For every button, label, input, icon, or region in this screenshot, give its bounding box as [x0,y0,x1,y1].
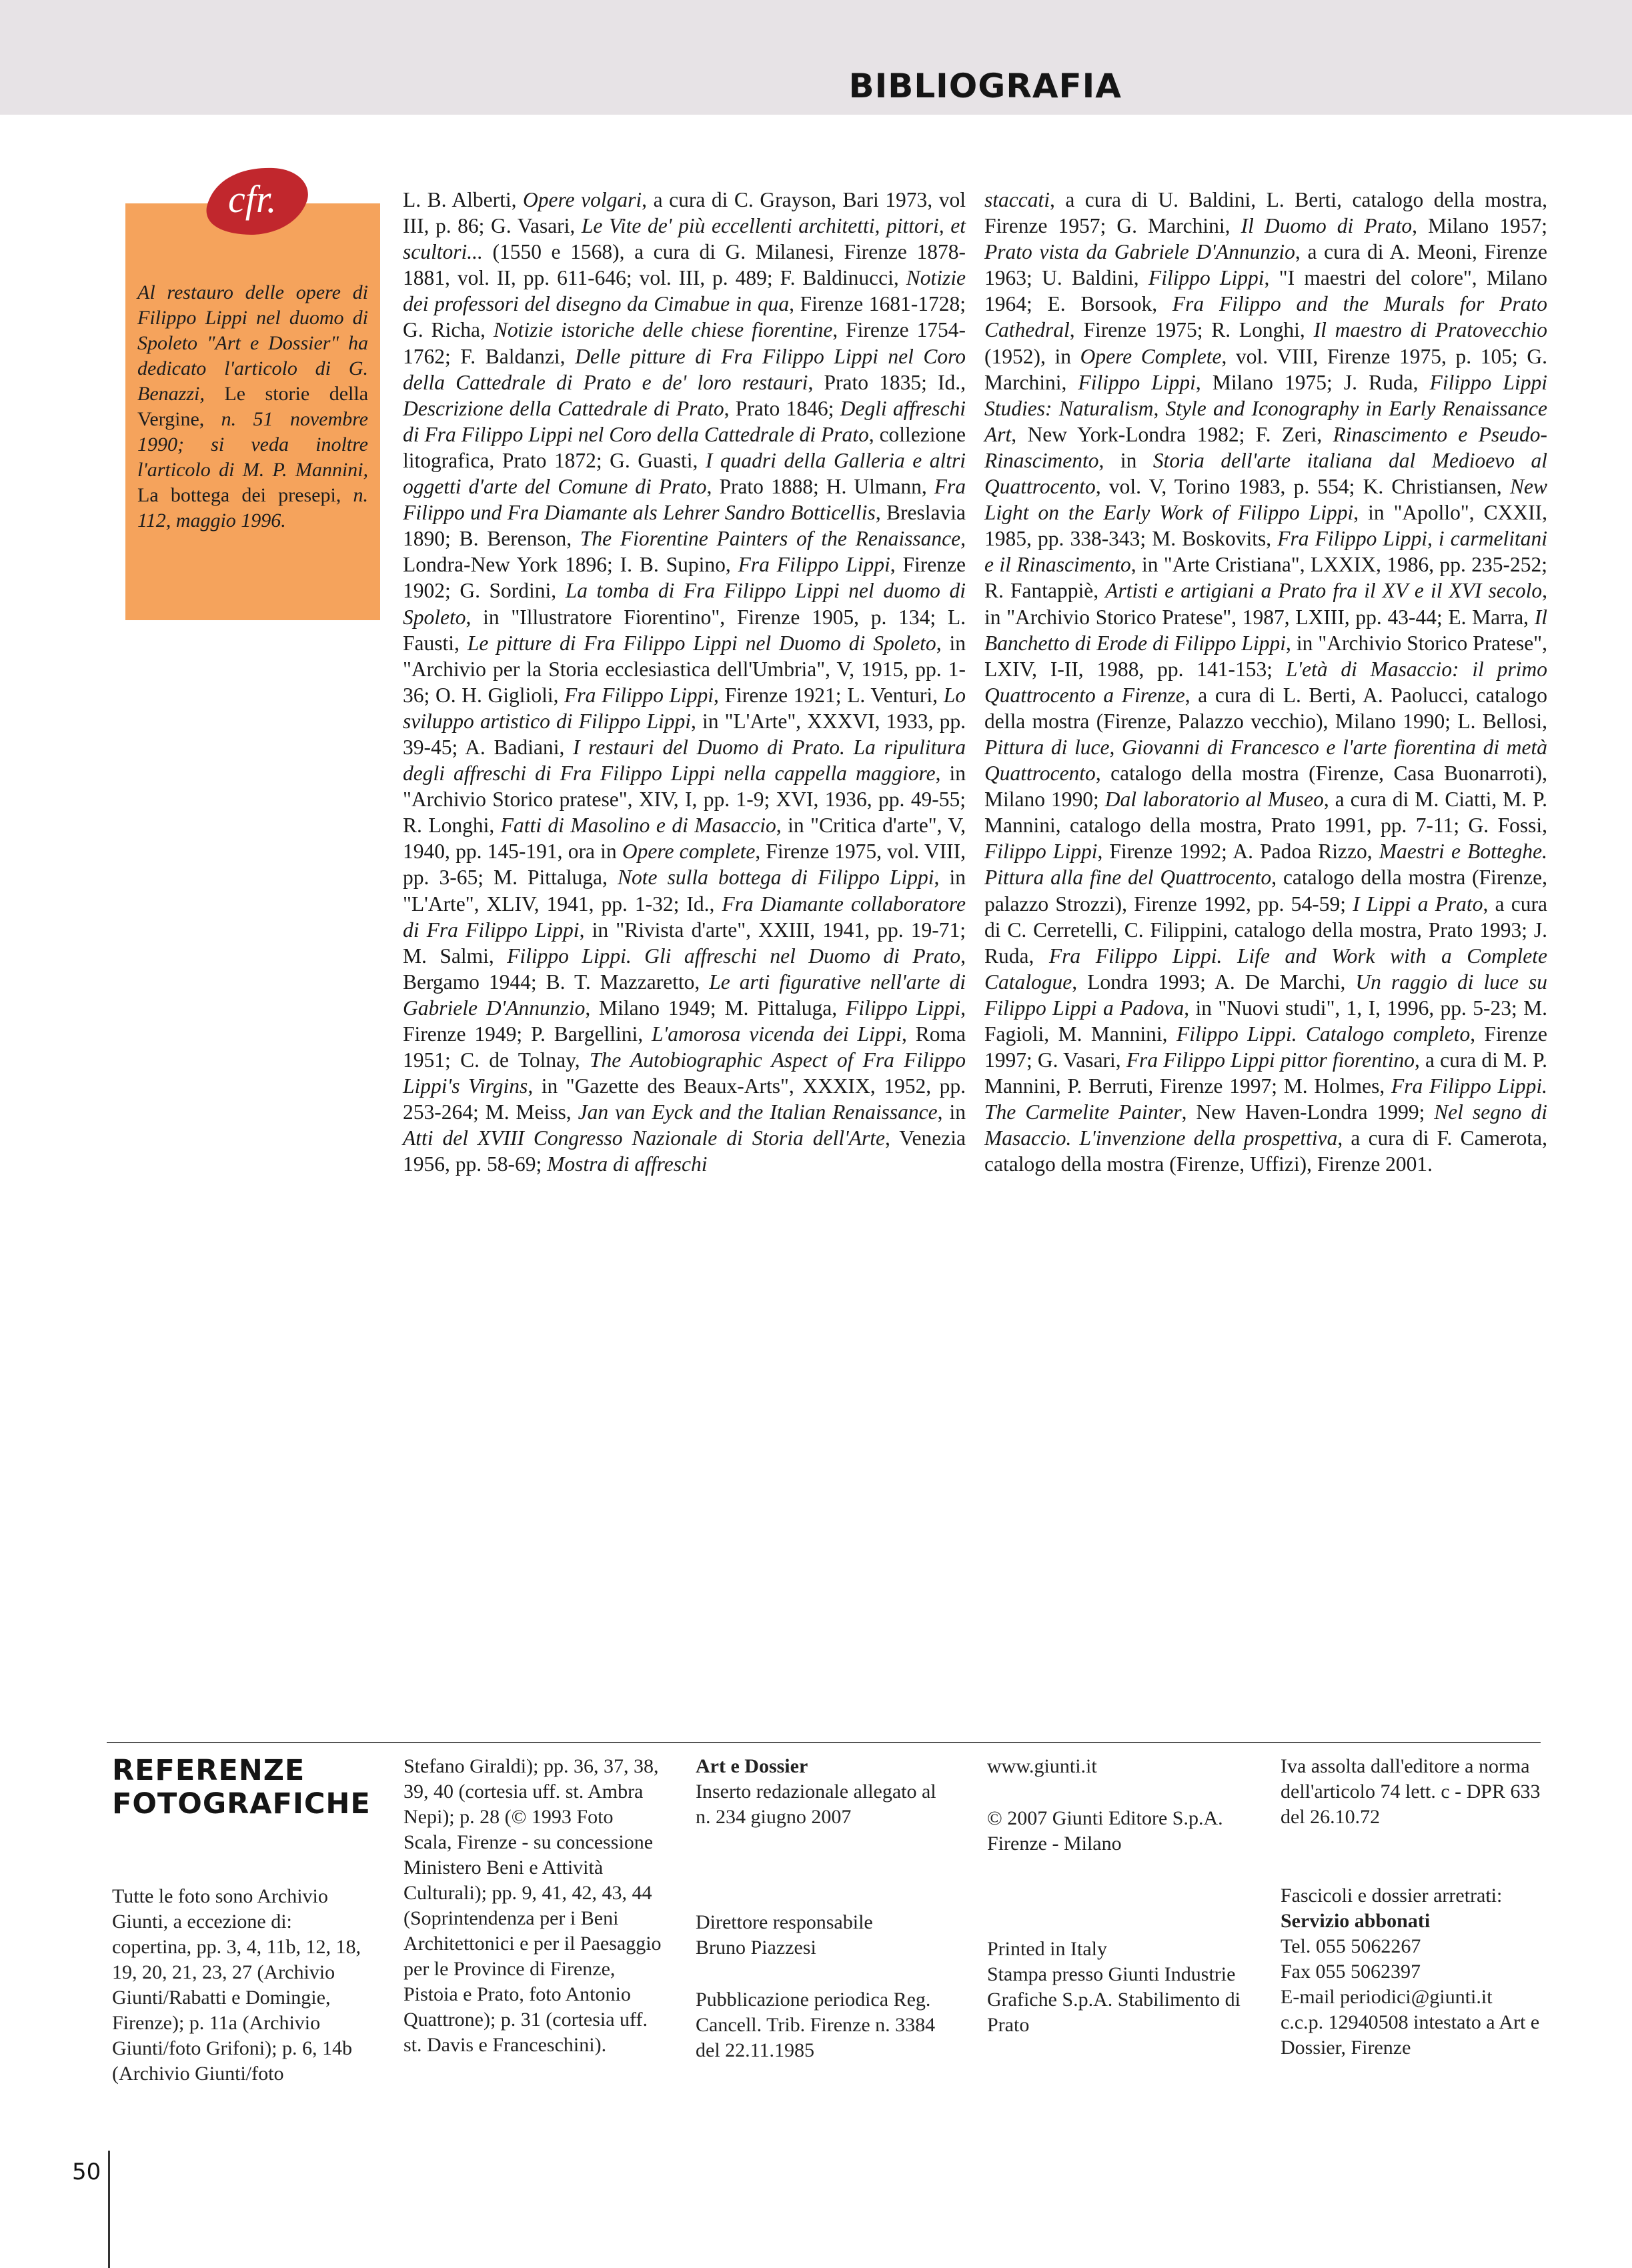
bibliography-text: , in "Arte Cristiana", LXXIX, 1986, pp. 235-252; R. Fantappiè, [984,553,1548,603]
bibliography-title: I quadri della Galleria e altri oggetti d'arte del Comune di Prato [403,448,966,499]
bibliography-text: , a cura di M. Ciatti, M. P. Mannini, catalogo della mostra, Prato 1991, pp. 7-11; G. Fossi, [984,788,1548,838]
bibliography-title: Opere volgari [523,188,642,211]
bibliography-text: , catalogo della mostra (Firenze, Casa Buonarroti), Milano 1990; [984,762,1547,812]
bibliography-column-1 [403,187,966,1178]
postal-account: c.c.p. 12940508 intestato a Art e Dossier, Firenze [1281,2011,1540,2059]
bibliography-text: , in "L'Arte", XXXVI, 1933, pp. 39-45; A. Badiani, [403,709,966,759]
bibliography-title: Le pitture di Fra Filippo Lippi nel Duomo di Spoleto [467,631,936,655]
bibliography-title: Filippo Lippi [1078,370,1196,394]
bibliography-text: , Firenze 1902; G. Sordini, [403,553,966,603]
page-number: 50 [72,2159,101,2185]
bibliography-text: , Londra 1993; A. De Marchi, [1072,970,1356,994]
bibliography-title: Fra Filippo Lippi pittor fiorentino [1126,1048,1415,1072]
bibliography-text: , vol. V, Torino 1983, p. 554; K. Christiansen, [1095,475,1510,499]
bibliography-text: , in "Archivio Storico Pratese", LXIV, I-II, 1988, pp. 141-153; [984,631,1547,681]
bibliography-text: , Prato 1888; H. Ulmann, [706,475,934,499]
bibliography-text: , in "Critica d'arte", V, 1940, pp. 145-191, ora in [403,814,966,864]
bibliography-text: , Firenze 1992; A. Padoa Rizzo, [1097,840,1379,864]
bibliography-title: Delle pitture di Fra Filippo Lippi nel Coro della Cattedrale di Prato e de' loro restauri [403,344,966,394]
bibliography-text: , in [937,1100,966,1124]
bibliography-title: Filippo Lippi Studies: Naturalism, Style and Iconography in Early Renaissance Art [984,370,1547,446]
bibliography-text: , "I maestri del colore", Milano 1964; E. Borsook, [984,266,1547,316]
bibliography-title: Opere Complete [1080,344,1222,368]
bibliography-text: , in [1098,448,1153,472]
bibliography-title: Filippo Lippi. Gli affreschi nel Duomo di Prato [507,944,961,968]
bibliography-text: , a cura di L. Berti, A. Paolucci, catalogo della mostra (Firenze, Palazzo vecchio), Milano 1990; L. Bellosi, [984,683,1547,733]
bibliography-title: Pittura di luce, Giovanni di Francesco e l'arte fiorentina di metà Quattrocento [984,735,1547,786]
bibliography-title: Fra Filippo und Fra Diamante als Lehrer Sandro Botticellis [403,475,966,525]
bibliography-title: Le arti figurative nell'arte di Gabriele D'Annunzio [403,970,966,1020]
bibliography-text: (1952), in [984,344,1080,368]
bibliography-title: I Lippi a Prato [1353,892,1483,916]
bibliography-title: staccati [984,188,1050,211]
bibliography-text: , a cura di C. Grayson, Bari 1973, vol III, p. 86; G. Vasari, [403,188,966,238]
vat-info: Iva assolta dall'editore a norma dell'articolo 74 lett. c - DPR 633 del 26.10.72 [1281,1755,1541,1828]
bibliography-text: , vol. VIII, Firenze 1975, p. 105; G. Marchini, [984,344,1547,394]
cfr-note [137,280,368,533]
cfr-note-part: Al restauro delle opere di Filippo Lippi nel duomo di Spoleto "Art e Dossier" ha dedicato l'articolo di G. Benazzi, [137,281,368,405]
director-name: Bruno Piazzesi [696,1937,816,1959]
bibliography-title: L'amorosa vicenda dei Lippi [651,1022,902,1046]
bibliography-text: , Venezia 1956, pp. 58-69; [403,1126,966,1176]
bibliography-title: Prato vista da Gabriele D'Annunzio [984,240,1295,264]
bibliography-title: The Autobiographic Aspect of Fra Filippo Lippi's Virgins [403,1048,966,1098]
bibliography-title: L'età di Masaccio: il primo Quattrocento a Firenze [984,657,1547,707]
bibliography-text: , New York-Londra 1982; F. Zeri, [1011,422,1333,446]
bibliography-title: Filippo Lippi [1148,266,1265,290]
printer-info: Stampa presso Giunti Industrie Grafiche S.p.A. Stabilimento di Prato [987,1963,1241,2036]
magazine-title: Art e Dossier [696,1755,808,1777]
cfr-brush-badge [200,160,313,240]
bibliography-title: Storia dell'arte italiana dal Medioevo al Quattrocento [984,448,1547,499]
bibliography-text: , a cura di M. P. Mannini, P. Berruti, Firenze 1997; M. Holmes, [984,1048,1547,1098]
printed-in: Printed in Italy [987,1938,1107,1960]
bibliography-title: Note sulla bottega di Filippo Lippi [618,866,934,890]
page-number-rule [108,2151,110,2268]
website-link[interactable]: www.giunti.it [987,1755,1097,1777]
email-contact[interactable]: E-mail periodici@giunti.it [1281,1986,1493,2008]
bibliography-title: Fra Filippo Lippi. The Carmelite Painter [984,1074,1547,1124]
bibliography-title: Fatti di Masolino e di Masaccio [500,814,776,838]
bibliography-column-2 [984,187,1547,1178]
director-label: Direttore responsabile [696,1911,873,1933]
bibliography-text: , a cura di F. Camerota, catalogo della mostra (Firenze, Uffizi), Firenze 2001. [984,1126,1547,1176]
bibliography-title: Jan van Eyck and the Italian Renaissance [578,1100,938,1124]
bibliography-text: , Londra-New York 1896; I. B. Supino, [403,527,966,577]
bibliography-text: , collezione litografica, Prato 1872; G. Guasti, [403,422,966,472]
bibliography-title: Fra Filippo Lippi [564,683,714,707]
bibliography-title: Atti del XVIII Congresso Nazionale di Storia dell'Arte [403,1126,885,1150]
bibliography-text: , in "Archivio Storico Pratese", 1987, LXIII, pp. 43-44; E. Marra, [984,579,1547,629]
bibliography-text: , in "L'Arte", XLIV, 1941, pp. 1-32; Id., [403,866,966,916]
bibliography-text: , Breslavia 1890; B. Berenson, [403,501,966,551]
bibliography-text: (1550 e 1568), a cura di G. Milanesi, Firenze 1878-1881, vol. II, pp. 611-646; vol. III, p. 489; F. Baldinucci, [403,240,966,290]
colophon-publisher [987,1754,1241,2038]
bibliography-text: , in "Archivio per la Storia ecclesiastica dell'Umbria", V, 1915, pp. 1-36; O. H. Giglioli, [403,631,966,707]
header-bar [0,0,1632,115]
registration-info: Pubblicazione periodica Reg. Cancell. Trib. Firenze n. 3384 del 22.11.1985 [696,1989,936,2061]
cfr-note-part: n. 112, maggio 1996. [137,484,368,531]
bibliography-text: , Milano 1975; J. Ruda, [1195,370,1430,394]
bibliography-text: , in "Gazette des Beaux-Arts", XXXIX, 1952, pp. 253-264; M. Meiss, [403,1074,966,1124]
bibliography-title: The Fiorentine Painters of the Renaissance [580,527,961,551]
subscriber-service-label: Servizio abbonati [1281,1910,1431,1932]
back-issues-label: Fascicoli e dossier arretrati: [1281,1885,1503,1907]
bibliography-text: , Prato 1846; [724,396,840,420]
bibliography-text: , a cura di A. Meoni, Firenze 1963; U. Baldini, [984,240,1547,290]
colophon-subscriptions [1281,1754,1561,2061]
bibliography-title: Descrizione della Cattedrale di Prato [403,396,724,420]
cfr-note-part: n. 51 novembre 1990; si veda inoltre l'articolo di M. P. Mannini, [137,408,368,481]
bibliography-text: , in "Rivista d'arte", XXIII, 1941, pp. 19-71; M. Salmi, [403,918,966,968]
bibliography-text: , catalogo della mostra (Firenze, palazzo Strozzi), Firenze 1992, pp. 54-59; [984,866,1547,916]
bibliography-title: Filippo Lippi [984,840,1098,864]
bibliography-title: Filippo Lippi [845,996,961,1020]
bibliography-title: Artisti e artigiani a Prato fra il XV e il XVI secolo [1105,579,1543,603]
bibliography-text: , New Haven-Londra 1999; [1181,1100,1435,1124]
bibliography-text: , a cura di C. Cerretelli, C. Filippini, catalogo della mostra, Prato 1993; J. Ruda, [984,892,1548,968]
bibliography-text: , Prato 1835; Id., [808,370,966,394]
bibliography-title: Opere complete [622,840,756,864]
copyright-info: © 2007 Giunti Editore S.p.A. Firenze - Milano [987,1807,1223,1855]
bibliography-text: , in "Nuovi studi", 1, I, 1996, pp. 5-23; M. Fagioli, M. Mannini, [984,996,1547,1046]
bibliography-title: Il Duomo di Prato [1241,214,1413,238]
footer-divider [107,1742,1541,1743]
photo-credits-part-1: Tutte le foto sono Archivio Giunti, a eccezione di: copertina, pp. 3, 4, 11b, 12, 18, 19, 20, 21, 23, 27 (Archivio Giunti/Rabatti e Domingie, Firenze); p. 11a (Archivio Giunti/foto Grifoni); p. 6, 14b (Archivio Giunti/foto [112,1885,361,2085]
bibliography-title: Notizie dei professori del disegno da Cimabue in qua [403,266,966,316]
bibliography-title: Il maestro di Pratovecchio [1313,318,1547,342]
bibliography-text: , Firenze 1921; L. Venturi, [714,683,944,707]
cfr-note-part: La bottega dei presepi, [137,484,341,506]
bibliography-text: , Milano 1957; [1412,214,1547,238]
bibliography-text: , Firenze 1975; R. Longhi, [1069,318,1314,342]
fax-number: Fax 055 5062397 [1281,1961,1421,1983]
bibliography-title: Rinascimento e Pseudo-Rinascimento [984,422,1547,472]
bibliography-title: I restauri del Duomo di Prato. La ripulitura degli affreschi di Fra Filippo Lippi nella cappella maggiore [403,735,966,786]
bibliography-text: , Firenze 1681-1728; G. Richa, [403,292,966,342]
bibliography-title: Fra Filippo Lippi, i carmelitani e il Rinascimento [984,527,1547,577]
bibliography-title: Mostra di affreschi [547,1152,708,1176]
colophon-magazine [696,1754,949,2063]
bibliography-title: Fra Diamante collaboratore di Fra Filippo Lippi [403,892,966,942]
cfr-label: cfr. [228,177,277,221]
phone-number: Tel. 055 5062267 [1281,1935,1421,1957]
bibliography-title: Il Banchetto di Erode di Filippo Lippi [984,605,1547,655]
photo-credits-title [112,1754,371,1821]
bibliography-text: , Firenze 1997; G. Vasari, [984,1022,1547,1072]
photo-credits-title-line: REFERENZE [112,1754,305,1787]
bibliography-text: , a cura di U. Baldini, L. Berti, catalogo della mostra, Firenze 1957; G. Marchini, [984,188,1547,238]
photo-credits-part-2: Stefano Giraldi); pp. 36, 37, 38, 39, 40 (cortesia uff. st. Ambra Nepi); p. 28 (© 1993 Foto Scala, Firenze - su concessione Ministero Beni e Attività Culturali); pp. 9, 41, 42, 43, 44 (Soprintendenza per i Beni Architettonici e per il Paesaggio per le Province di Firenze, Pistoia e Prato, foto Antonio Quattrone); p. 31 (cortesia uff. st. Davis e Franceschini). [403,1755,662,2056]
bibliography-title: Fra Filippo Lippi. Life and Work with a Complete Catalogue [984,944,1547,994]
bibliography-text: , Milano 1949; M. Pittaluga, [585,996,846,1020]
bibliography-text: L. B. Alberti, [403,188,524,211]
bibliography-text: , Firenze 1975, vol. VIII, pp. 3-65; M. Pittaluga, [403,840,966,890]
bibliography-text: , in "Archivio Storico pratese", XIV, I, pp. 1-9; XVI, 1936, pp. 49-55; R. Longhi, [403,762,966,838]
bibliography-title: Degli affreschi di Fra Filippo Lippi nel Coro della Cattedrale di Prato [403,396,966,446]
bibliography-title: Fra Filippo and the Murals for Prato Cathedral [984,292,1547,342]
bibliography-title: Maestri e Botteghe. Pittura alla fine del Quattrocento [984,840,1547,890]
bibliography-text: , in "Illustratore Fiorentino", Firenze 1905, p. 134; L. Fausti, [403,605,966,655]
cfr-note-part: Le storie della Vergine, [137,383,369,430]
photo-credits-title-line: FOTOGRAFICHE [112,1787,371,1821]
bibliography-title: Le Vite de' più eccellenti architetti, pittori, et scultori... [403,214,966,264]
bibliography-title: La tomba di Fra Filippo Lippi nel duomo di Spoleto [403,579,966,629]
bibliography-text: , in "Apollo", CXXII, 1985, pp. 338-343; M. Boskovits, [984,501,1547,551]
bibliography-text: , Firenze 1754-1762; F. Baldanzi, [403,318,966,368]
bibliography-text: , Firenze 1949; P. Bargellini, [403,996,966,1046]
bibliography-title: Notizie istoriche delle chiese fiorentine [493,318,833,342]
bibliography-title: Nel segno di Masaccio. L'invenzione della prospettiva [984,1100,1547,1150]
bibliography-text: , Roma 1951; C. de Tolnay, [403,1022,966,1072]
bibliography-title: Fra Filippo Lippi [738,553,890,577]
bibliography-title: Filippo Lippi. Catalogo completo [1176,1022,1471,1046]
bibliography-text: , Bergamo 1944; B. T. Mazzaretto, [403,944,966,994]
bibliography-title: Dal laboratorio al Museo [1104,788,1324,812]
section-title: BIBLIOGRAFIA [848,67,1122,105]
bibliography-title: Lo sviluppo artistico di Filippo Lippi [403,683,966,733]
bibliography-title: New Light on the Early Work of Filippo Lippi [984,475,1547,525]
bibliography-title: Un raggio di luce su Filippo Lippi a Padova [984,970,1548,1020]
magazine-insert: Inserto redazionale allegato al n. 234 giugno 2007 [696,1781,936,1828]
